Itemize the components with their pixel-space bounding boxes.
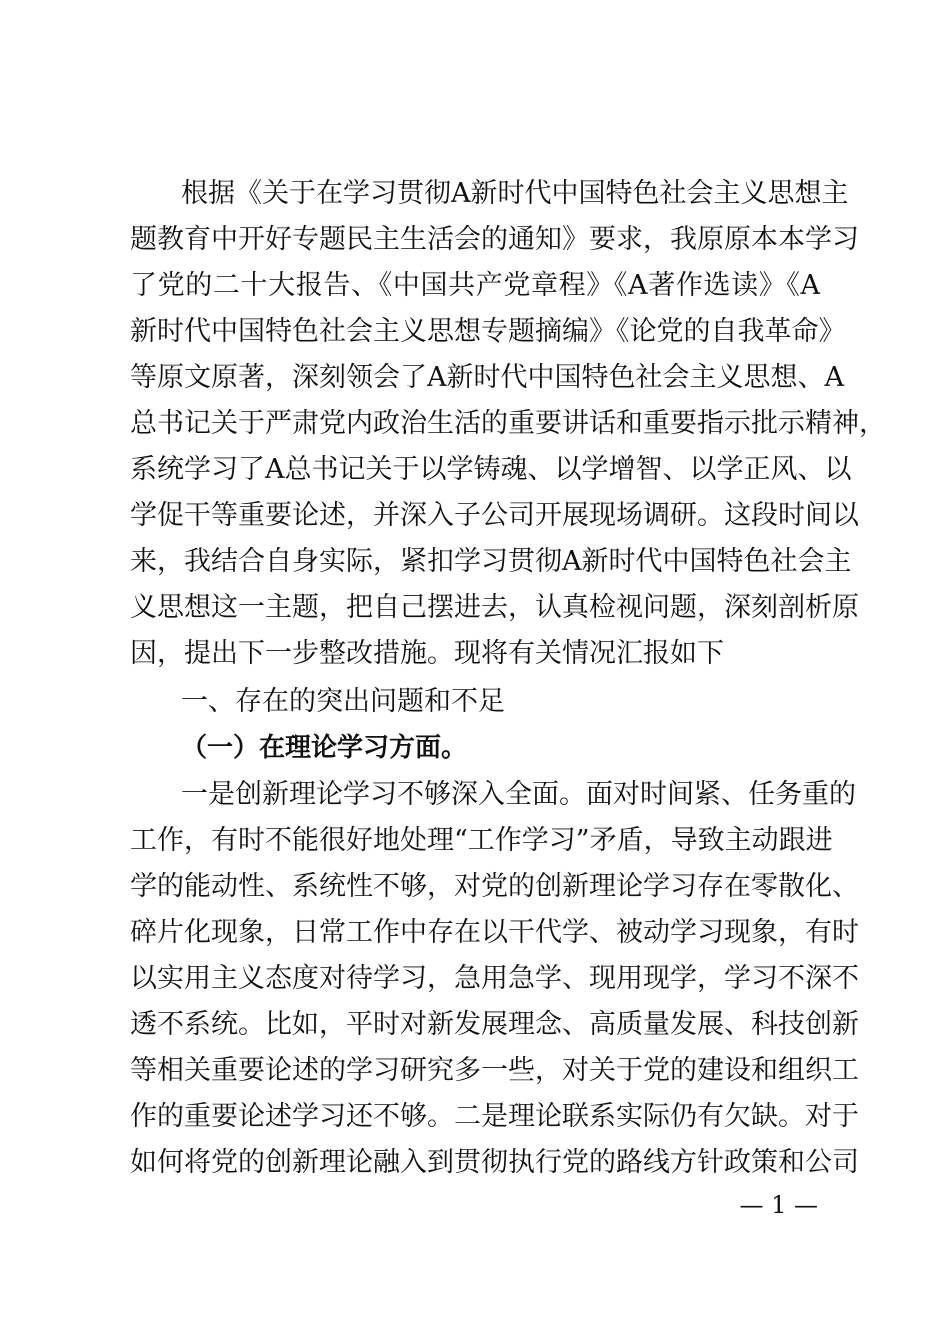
paragraph-line: 新时代中国特色社会主义思想专题摘编》《论党的自我革命》 [130,316,846,347]
paragraph-line: 系统学习了A总书记关于以学铸魂、以学增智、以学正风、以 [130,454,852,485]
paragraph-line: 学的能动性、系统性不够，对党的创新理论学习存在零散化、 [130,871,859,902]
page-number: — 1 — [739,1191,818,1219]
paragraph-line: 总书记关于严肃党内政治生活的重要讲话和重要指示批示精神， [130,408,886,439]
subsection-heading: （一）在理论学习方面。 [181,733,468,763]
paragraph-line: 学促干等重要论述，并深入子公司开展现场调研。这段时间以 [130,500,859,531]
paragraph-line: 透不系统。比如，平时对新发展理念、高质量发展、科技创新 [130,1009,859,1040]
paragraph-line: 了党的二十大报告、《中国共产党章程》《A著作选读》《A [130,270,820,301]
paragraph-line: 因，提出下一步整改措施。现将有关情况汇报如下 [130,638,724,669]
paragraph-line: 来，我结合自身实际，紧扣学习贯彻A新时代中国特色社会主 [130,546,852,577]
paragraph-line: 等相关重要论述的学习研究多一些，对关于党的建设和组织工 [130,1055,859,1086]
paragraph-line: 等原文原著，深刻领会了A新时代中国特色社会主义思想、A [130,362,844,393]
paragraph-line: 题教育中开好专题民主生活会的通知》要求，我原原本本学习 [130,224,859,255]
paragraph-line: 如何将党的创新理论融入到贯彻执行党的路线方针政策和公司 [130,1147,859,1178]
paragraph-line: 工作，有时不能很好地处理“工作学习”矛盾，导致主动跟进 [130,825,833,856]
paragraph-line: 碎片化现象，日常工作中存在以干代学、被动学习现象，有时 [130,917,859,948]
paragraph-line: 根据《关于在学习贯彻A新时代中国特色社会主义思想主 [181,178,849,209]
paragraph-line: 一是创新理论学习不够深入全面。面对时间紧、任务重的 [181,779,856,810]
paragraph-line: 以实用主义态度对待学习，急用急学、现用现学，学习不深不 [130,963,859,994]
paragraph-line: 作的重要论述学习还不够。二是理论联系实际仍有欠缺。对于 [130,1101,859,1132]
section-heading: 一、存在的突出问题和不足 [181,686,505,717]
paragraph-line: 义思想这一主题，把自己摆进去，认真检视问题，深刻剖析原 [130,592,859,623]
